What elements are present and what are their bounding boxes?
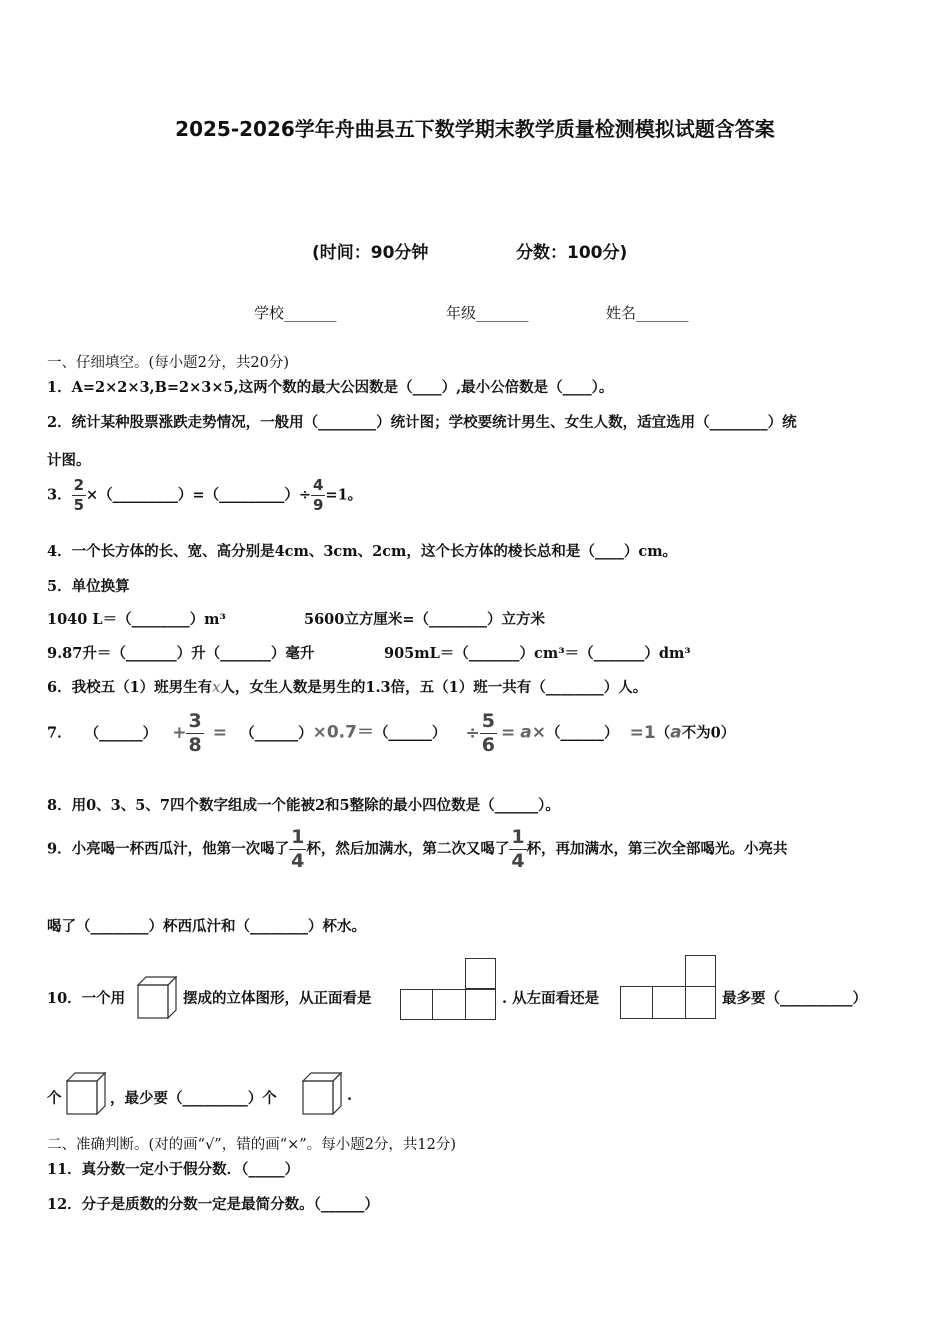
fraction-numerator: 2: [73, 476, 85, 494]
school-field: 学校_______: [254, 304, 337, 322]
blank-4: （______）: [546, 724, 619, 742]
left-view-diagram: [620, 955, 720, 1021]
exam-time: (时间：90分钟: [312, 243, 429, 263]
equals-sign-2: =: [500, 722, 516, 743]
question-10-text-c: . 从左面看还是: [502, 990, 600, 1007]
fraction-denominator: 5: [73, 496, 85, 514]
question-9-text-c: 杯，再加满水，第三次全部喝光。小亮共: [526, 840, 788, 858]
note-close: 不为0）: [681, 724, 736, 742]
fraction-1-4-second: [509, 828, 526, 871]
question-9-line-2: 喝了（________）杯西瓜汁和（________）杯水。: [47, 918, 366, 935]
fraction-numerator: 3: [188, 710, 202, 732]
blank-3: （______）: [373, 724, 447, 742]
fraction-denominator: 6: [481, 734, 495, 756]
question-6-text-a: 6．我校五（1）班男生有: [47, 679, 213, 696]
equals-one: =1: [629, 722, 656, 743]
variable-x: x: [212, 680, 221, 696]
question-7: [47, 712, 735, 755]
question-7-number: 7．: [47, 724, 72, 742]
question-2-line-1: 2．统计某种股票涨跌走势情况，一般用（________）统计图；学校要统计男生、女生人数，适宜选用（________）统: [47, 414, 797, 431]
variable-a: a: [670, 722, 682, 743]
question-10-text-b: 摆成的立体图形，从正面看是: [183, 990, 372, 1007]
fraction-denominator: 8: [188, 734, 202, 756]
cube-icon: [300, 1070, 344, 1116]
page-title: 2025-2026学年舟曲县五下数学期末教学质量检测模拟试题含答案: [175, 117, 775, 141]
equals-sign: =: [212, 722, 228, 743]
fraction-2-5: [72, 478, 86, 513]
view-cell: [685, 955, 716, 987]
question-9-text-a: 9．小亮喝一杯西瓜汁，他第一次喝了: [47, 840, 290, 858]
exam-score: 分数：100分): [516, 243, 628, 263]
plus-sign: +: [172, 722, 187, 743]
cube-icon: [64, 1070, 108, 1116]
fraction-denominator: 9: [312, 496, 324, 514]
question-3-end: =1。: [325, 486, 363, 504]
view-cell: [465, 958, 496, 989]
section-2-heading: 二、准确判断。(对的画“√”，错的画“×”。每小题2分，共12分): [47, 1137, 457, 1153]
view-cell: [400, 989, 433, 1020]
question-5: 5．单位换算: [47, 578, 130, 595]
question-5-item-c: 9.87升＝（_______）升（_______）毫升: [47, 645, 315, 662]
view-cell: [685, 986, 716, 1019]
note-open: （: [655, 724, 671, 742]
question-11: 11．真分数一定小于假分数．（_____）: [47, 1161, 300, 1178]
question-10-line2-a: 个: [47, 1090, 62, 1107]
view-cell: [432, 989, 466, 1020]
fraction-1-4: [289, 828, 306, 871]
question-9-text-b: 杯，然后加满水，第二次又喝了: [306, 840, 510, 858]
name-field: 姓名_______: [606, 304, 689, 322]
grade-field: 年级_______: [446, 304, 529, 322]
question-6: [47, 676, 647, 697]
blank-1: （______）: [84, 724, 158, 742]
fraction-numerator: 5: [481, 710, 495, 732]
divide-sign: ÷: [465, 722, 480, 743]
fraction-5-6: [480, 712, 497, 755]
question-10-line2-b: ，最少要（_________）个: [110, 1090, 277, 1107]
view-cell: [652, 986, 686, 1019]
fraction-3-8: [186, 712, 203, 755]
fraction-denominator: 4: [291, 850, 305, 872]
question-5-item-b: 5600立方厘米=（________）立方米: [304, 611, 546, 628]
cube-icon: [135, 974, 179, 1020]
fraction-4-9: [311, 478, 325, 513]
question-5-item-a: 1040 L＝（________）m³: [47, 611, 226, 628]
fraction-numerator: 4: [312, 476, 324, 494]
question-8: 8．用0、3、5、7四个数字组成一个能被2和5整除的最小四位数是（______）。: [47, 797, 560, 814]
front-view-diagram: [400, 958, 500, 1024]
view-cell: [465, 989, 496, 1020]
question-10-text-d: 最多要（__________）: [722, 990, 867, 1007]
question-10-text-a: 10．一个用: [47, 990, 126, 1007]
a-times: a×: [520, 722, 547, 743]
fraction-numerator: 1: [511, 826, 525, 848]
question-3-middle: ×（_________）=（_________）÷: [86, 486, 311, 504]
fraction-denominator: 4: [511, 850, 525, 872]
fraction-numerator: 1: [291, 826, 305, 848]
question-4: 4．一个长方体的长、宽、高分别是4cm、3cm、2cm，这个长方体的棱长总和是（____）cm。: [47, 543, 678, 560]
question-2-line-2: 计图。: [47, 452, 91, 469]
question-3-number: 3．: [47, 486, 72, 504]
question-9: [47, 828, 788, 871]
question-3: [47, 478, 362, 513]
times-0-7: ×0.7＝: [312, 722, 374, 743]
question-12: 12．分子是质数的分数一定是最简分数。（______）: [47, 1196, 379, 1213]
view-cell: [620, 986, 653, 1019]
section-1-heading: 一、仔细填空。(每小题2分，共20分): [47, 355, 289, 371]
question-5-item-d: 905mL＝（_______）cm³＝（_______）dm³: [384, 645, 691, 662]
question-10-line2-c: .: [347, 1087, 353, 1104]
question-1: 1．A=2×2×3,B=2×3×5,这两个数的最大公因数是（____）,最小公倍数是（____）。: [47, 379, 614, 396]
blank-2: （______）: [240, 724, 313, 742]
question-6-text-b: 人，女生人数是男生的1.3倍，五（1）班一共有（________）人。: [220, 679, 648, 696]
